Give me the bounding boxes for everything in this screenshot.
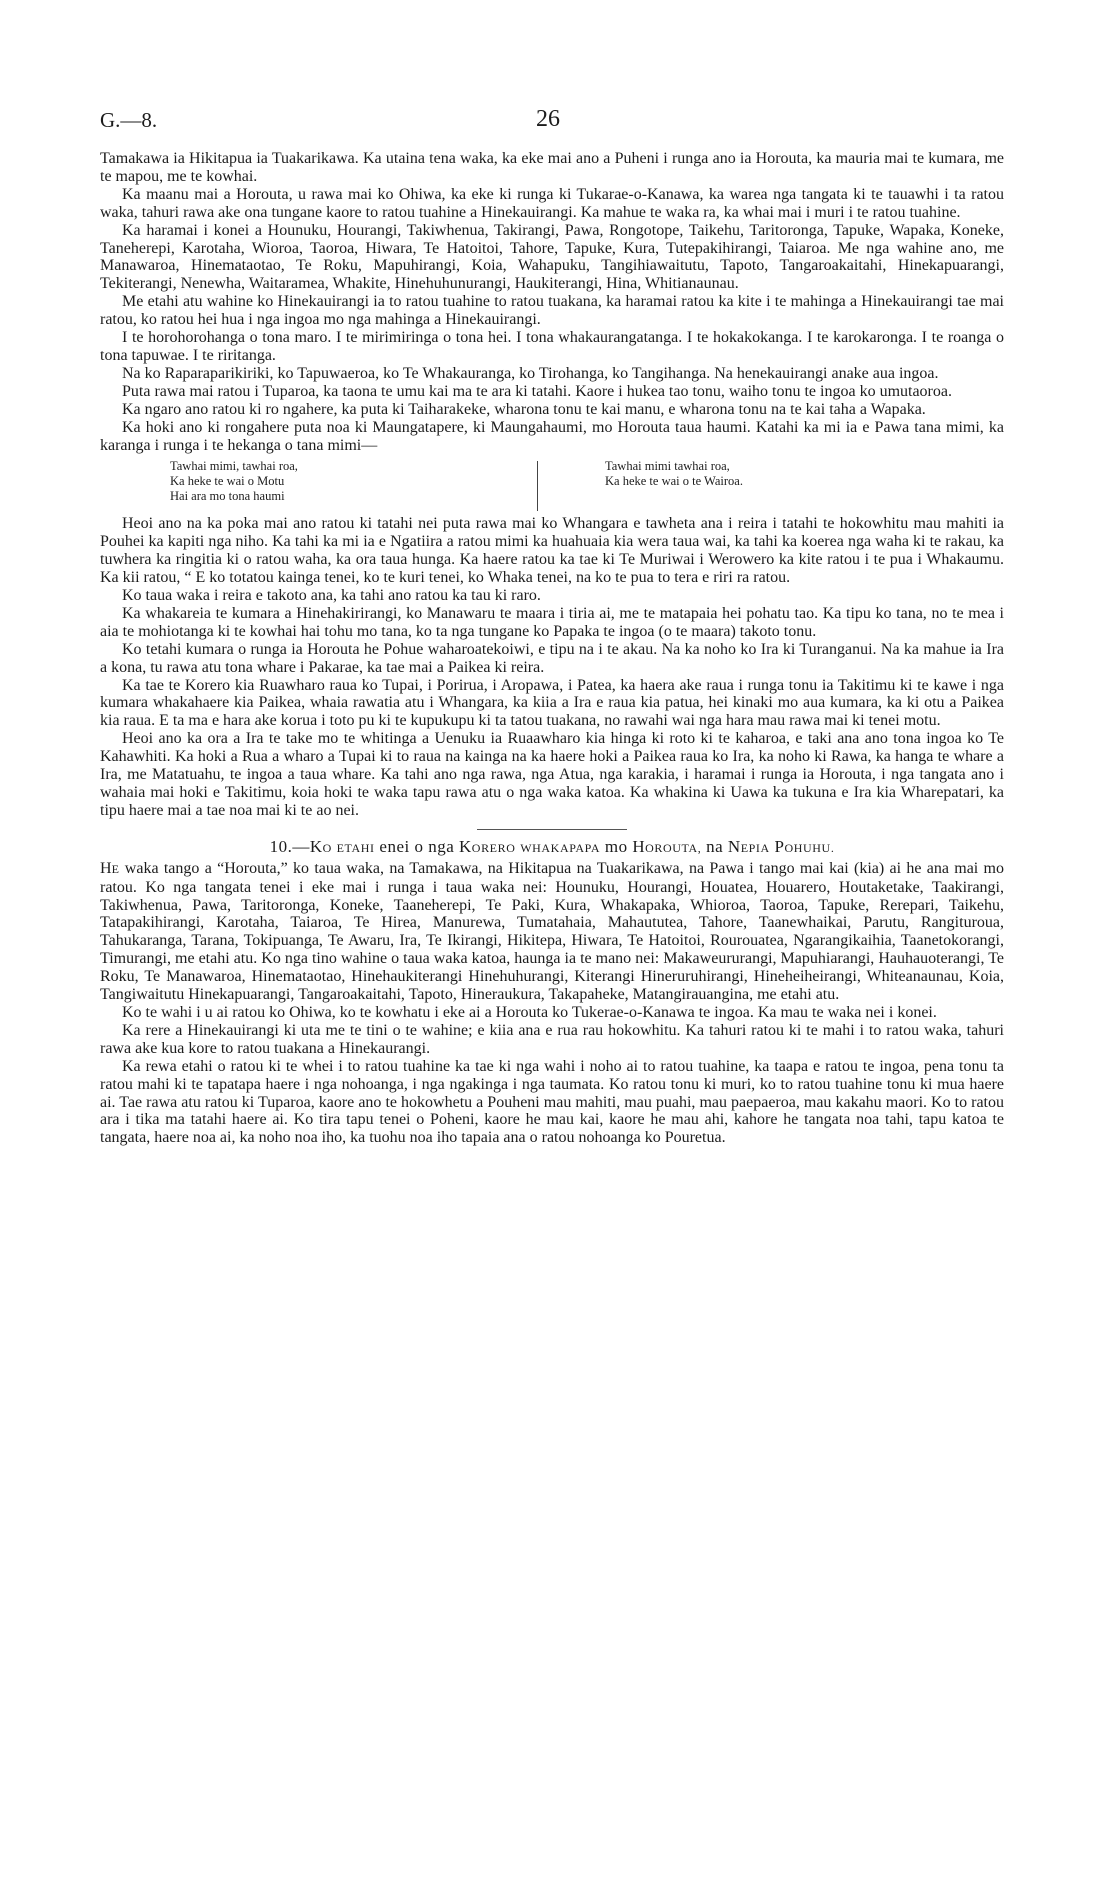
chant-line: Ka heke te wai o Motu (170, 474, 285, 489)
paragraph: Puta rawa mai ratou i Tuparoa, ka taona te umu kai ma te ara ki tatahi. Kaore i hukea tao tonu, waiho tonu te ingoa ko umutaoroa. (122, 382, 952, 400)
paragraph: Ka rewa etahi o ratou ki te whei i to ratou tuahine ka tae ki nga wahi i noho ai to ratou tuahine, ka taapa e ratou te ingoa, pena tonu ta ratou mahi ki te tapatapa haere i nga nohoanga, i nga ngakinga i nga taumata. Ko ratou tonu ki muri, ko to ratou tuahine tonu ki mua haere ai. Tae rawa atu ratou ki Tuparoa, kaore ano te hokowhetu a Pouheni mau mahiti, mau puahi, mau paepaeroa, mau kakahu maori. Ko to ratou ara i tika ma tatahi haere ai. Ko tira tapu tenei o Poheni, kaore he mau kai, kaore he mau ahi, kahore he tangata noa tahi, tapu katoa te tangata, haere noa ai, ka noho noa iho, ka tuohu noa iho tapaia ana o ratou nohoanga ko Pouretua. (100, 1057, 1004, 1147)
document-page (100, 0, 1004, 1883)
opening-initial: H (100, 859, 112, 877)
chant-verse (100, 459, 1004, 513)
paragraph: Ka haramai i konei a Hounuku, Hourangi, Takiwhenua, Takirangi, Pawa, Rongotope, Taikehu, Taritoronga, Tapuke, Wapaka, Koneke, Taneherepi, Karotaha, Wioroa, Taoroa, Hiwara, Te Hatoitoi, Tahore, Tapuke, Kura, Tutepakihirangi, Taiaroa. Me nga wahine ano, me Manawaroa, Hinemataotao, Te Roku, Mapuhirangi, Koia, Wahapuku, Tangihiawaitutu, Tapoto, Tangaroakaitahi, Hinekapuarangi, Tekiterangi, Nenewha, Waitaramea, Whakite, Hinehuhunurangi, Haukiterangi, Hina, Whitianaunau. (100, 221, 1004, 293)
paragraph: Ka ngaro ano ratou ki ro ngahere, ka puta ki Taiharakeke, wharona tonu te kai manu, e wharona tonu na te kai taha a Wapaka. (122, 400, 926, 418)
paragraph: Ka rere a Hinekauirangi ki uta me te tini o te wahine; e kiia ana e rua rau hokowhitu. Ka tahuri ratou ki te mahi i to ratou waka, tahuri rawa ake kua kore to ratou tuakana a Hinekaurangi. (100, 1021, 1004, 1057)
paragraph: Ko taua waka i reira e takoto ana, ka tahi ano ratou ka tau ki raro. (122, 587, 541, 605)
chant-left-column (170, 459, 298, 504)
series-label: G.—8. (100, 108, 158, 132)
chant-line: Tawhai mimi tawhai roa, (605, 459, 730, 474)
chant-line: Hai ara mo tona haumi (170, 489, 285, 504)
paragraph: I te horohorohanga o tona maro. I te mirimiringa o tona hei. I tona whakaurangatanga. I te hokakokanga. I te karokaronga. I te roanga o tona tapuwae. I te riritanga. (100, 329, 1004, 364)
paragraph: Ko tetahi kumara o runga ia Horouta he Pohue waharoatekoiwi, e tipu na i te akau. Na ka noho ko Ira ki Turanganui. Na ka mahue ia Ira a kona, tu rawa atu tona whare i Pakarae, ka tae mai a Paikea ki reira. (100, 640, 1004, 676)
chant-divider (537, 461, 538, 511)
section-divider (477, 829, 627, 830)
paragraph: Ka whakareia te kumara a Hinehakirirangi, ko Manawaru te maara i tiria ai, me te matapaia hei pohatu tao. Ka tipu ko tana, no te mea i aia te mohiotanga ki te kowhai hai tohu mo tana, ko ta nga tungane ko Papaka te ingoa (o te maara) takoto tonu. (100, 604, 1004, 640)
paragraph: Ka maanu mai a Horouta, u rawa mai ko Ohiwa, ka eke ki runga ki Tukarae-o-Kanawa, ka warea nga tangata ki te tauawhi i ta ratou waka, tahuri rawa ake ona tungane kaore to ratou tuahine a Hinekauirangi. Ka mahue te waka ra, ka whai mai i muri i te ratou tuahine. (100, 185, 1004, 221)
paragraph: Heoi ano ka ora a Ira te take mo te whitinga a Uenuku ia Ruaawharo kia hinga ki roto ki te kaharoa, e taki ana ano tona ingoa ko Te Kahawhiti. Ka hoki a Rua a wharo a Tupai ki to raua na kainga na ka haere hoki a Paikea raua ko Ira, ka noho ki Rawa, ka hanga te whare a Ira, me Matatuahu, te ingoa a taua whare. Ka tahi ano nga rawa, nga Atua, nga karakia, i haramai i runga ia Horouta, i nga tangata ano i wahaia mai hoki e Takitimu, koia hoki te waka tapu rawa atu o nga waka katoa. Ka whakina ki Uawa ka tukuna e Ira kia Wharepatari, ka tipu haere mai a tae noa mai ki te ao nei. (100, 730, 1004, 819)
section-title: 10.—KO ETAHI enei o nga KORERO WHAKAPAPA mo HOROUTA, na NEPIA POHUHU. (269, 836, 835, 856)
chant-line: Tawhai mimi, tawhai roa, (170, 459, 298, 474)
section-number: 10.— (269, 836, 310, 856)
paragraph: Na ko Raparaparikiriki, ko Tapuwaeroa, ko Te Whakauranga, ko Tirohanga, ko Tangihanga. Na henekauirangi anake aua ingoa. (122, 364, 939, 382)
chant-line: Ka heke te wai o te Wairoa. (605, 474, 743, 489)
page-number: 26 (536, 106, 560, 132)
chant-right-column (605, 459, 743, 489)
paragraph: Tamakawa ia Hikitapua ia Tuakarikawa. Ka utaina tena waka, ka eke mai ano a Puheni i runga ano ia Horouta, ka mauria mai te kumara, me te mapou, me te kowhai. (100, 150, 1004, 185)
paragraph: Ko te wahi i u ai ratou ko Ohiwa, ko te kowhatu i eke ai a Horouta ko Tukerae-o-Kanawa te ingoa. Ka mau te waka nei i konei. (122, 1003, 937, 1021)
page-header (100, 108, 1004, 138)
paragraph: Ka hoki ano ki rongahere puta noa ki Maungatapere, ki Maungahaumi, mo Horouta taua haumi. Katahi ka mi ia e Pawa tana mimi, ka karanga i runga i te hekanga o tana mimi— (100, 418, 1004, 454)
paragraph: HE waka tango a “Horouta,” ko taua waka, na Tamakawa, na Hikitapua na Tuakarikawa, na Pawa i tango mai kai (kia) ai he ana mai mo ratou. Ko nga tangata tenei i eke mai i runga i taua waka nei: Hounuku, Hourangi, Houatea, Houarero, Houtaketake, Taakirangi, Takiwhenua, Pawa, Taritoronga, Koneke, Taaneherepi, Te Paki, Kura, Whakapaka, Whioroa, Taoroa, Tapuke, Rerepari, Taikehu, Tatapakihirangi, Karotaha, Taiaroa, Te Hirea, Manurewa, Tumatahaia, Mahaututea, Tahore, Taanewhaikai, Parutu, Rangituroua, Tahukaranga, Tarana, Tokipuanga, Te Awaru, Ira, Te Ikirangi, Hikitepa, Hiwara, Te Hatoitoi, Rourouatea, Ngarangikaihia, Taanetokorangi, Timurangi, me etahi atu. Ko nga tino wahine o taua waka katoa, haunga ia te mano nei: Makaweururangi, Mapuhiarangi, Hauhauoterangi, Te Roku, Te Manawaroa, Hinemataotao, Hinehaukiterangi Hinehuhurangi, Kiterangi Hineruruhirangi, Hineheiheirangi, Whiteanaunau, Koia, Tangiwaitutu Hinekapuarangi, Tangaroakaitahi, Tapoto, Hineraukura, Takapaheke, Matangirauangina, me etahi atu. (100, 859, 1004, 1004)
body-text (100, 150, 1004, 1147)
paragraph: Heoi ano na ka poka mai ano ratou ki tatahi nei puta rawa mai ko Whangara e tawheta ana i reira i tatahi te hokowhitu mau mahiti ia Pouhei ka kapiti nga niho. Ka tahi ka mi ia e Ngatiira a ratou mimi ka huahuaia kia wera taua wai, ka tahi ka koerea nga waha ki te rakau, ka tuwhera ka ringitia ki o ratou waha, ka ora taua hunga. Ka haere ratou ka tae ki Te Muriwai i Werowero ka kite ratou i te pua i Whakaumu. Ka kii ratou, “ E ko totatou kainga tenei, ko te kuri tenei, ko Whaka tenei, na ko te pua to tera e riri ra ratou. (100, 515, 1004, 587)
paragraph: Ka tae te Korero kia Ruawharo raua ko Tupai, i Porirua, i Aropawa, i Patea, ka haera ake raua i runga tonu ia Takitimu ki te kawe i nga kumara whakahaere kia Paikea, whaia rawatia atu i Whangara, ka kiia a Ira e raua kia patua, hei kinaki mo aua kumara, ka ki otu a Paikea kia raua. E ta ma e hara ake korua i toto pu ki te kupukupu ki ta tatou tuakana, no rawahi wai nga hara mau rawa mai ki tenei motu. (100, 676, 1004, 730)
paragraph: Me etahi atu wahine ko Hinekauirangi ia to ratou tuahine to ratou tuakana, ka haramai ratou ka kite i te mahinga a Hinekauirangi tae mai ratou, ko ratou hei hua i nga ingoa mo nga mahinga a Hinekauirangi. (100, 293, 1004, 329)
